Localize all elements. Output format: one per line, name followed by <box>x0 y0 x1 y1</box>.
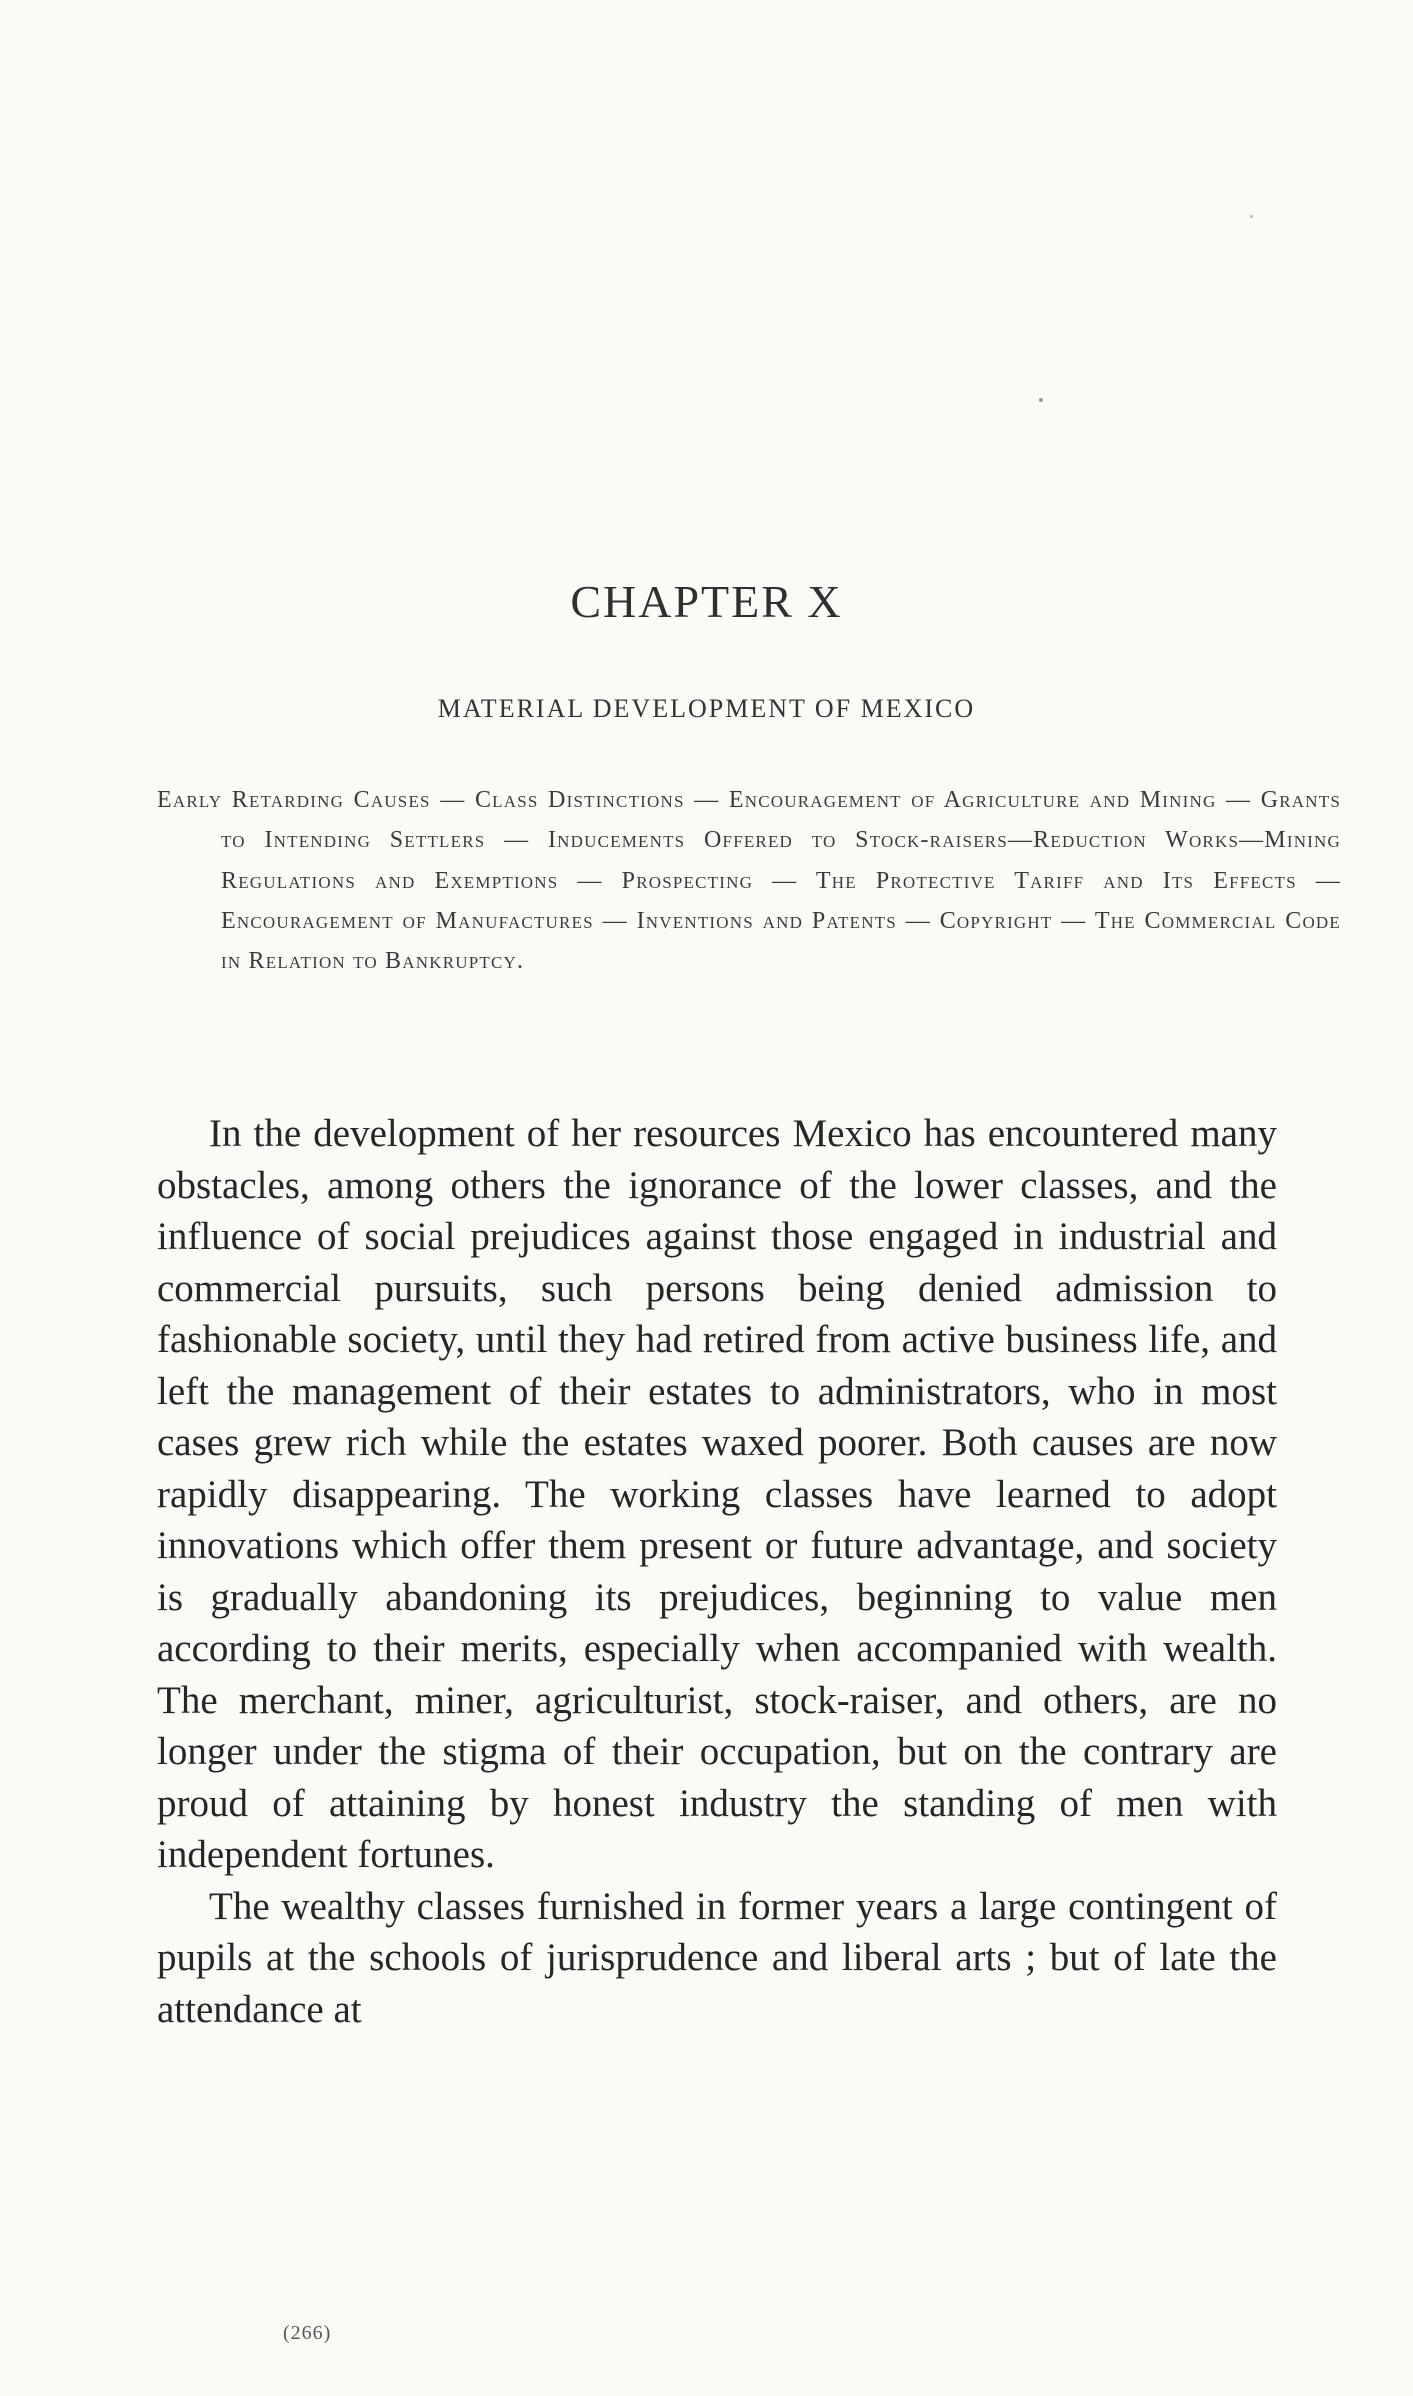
paragraph: In the development of her resources Mexico has encountered many obstacles, among others the ignorance of the lower classes, and the influence of social prejudices against those engaged in industrial and commercial pursuits, such persons being denied admission to fashionable society, until they had retired from active business life, and left the management of their estates to administrators, who in most cases grew rich while the estates waxed poorer. Both causes are now rapidly disappearing. The working classes have learned to adopt innovations which offer them present or future advantage, and society is gradually abandoning its prejudices, beginning to value men according to their merits, especially when accompanied with wealth. The merchant, miner, agriculturist, stock-raiser, and others, are no longer under the stigma of their occupation, but on the contrary are proud of attaining by honest industry the standing of men with independent fortunes. <box>157 1112 1277 1876</box>
body-text <box>157 1108 1277 2035</box>
chapter-heading: CHAPTER X <box>570 576 843 627</box>
paragraph: The wealthy classes furnished in former years a large contingent of pupils at the schools of jurisprudence and liberal arts ; but of late the attendance at <box>157 1884 1277 2031</box>
chapter-subtitle: MATERIAL DEVELOPMENT OF MEXICO <box>437 694 976 723</box>
paper-speck <box>1039 398 1043 402</box>
paper-speck <box>1250 215 1253 218</box>
page-number: (266) <box>283 2322 332 2344</box>
chapter-synopsis: Early Retarding Causes — Class Distinctions — Encouragement of Agriculture and Mining — Grants to Intending Settlers — Inducements Offered to Stock-raisers—Reduction Works—Mining Regulations and Exemptions — Prospecting — The Protective Tariff and Its Effects — Encouragement of Manufactures — Inventions and Patents — Copyright — The Commercial Code in Relation to Bankruptcy. <box>157 787 1341 975</box>
